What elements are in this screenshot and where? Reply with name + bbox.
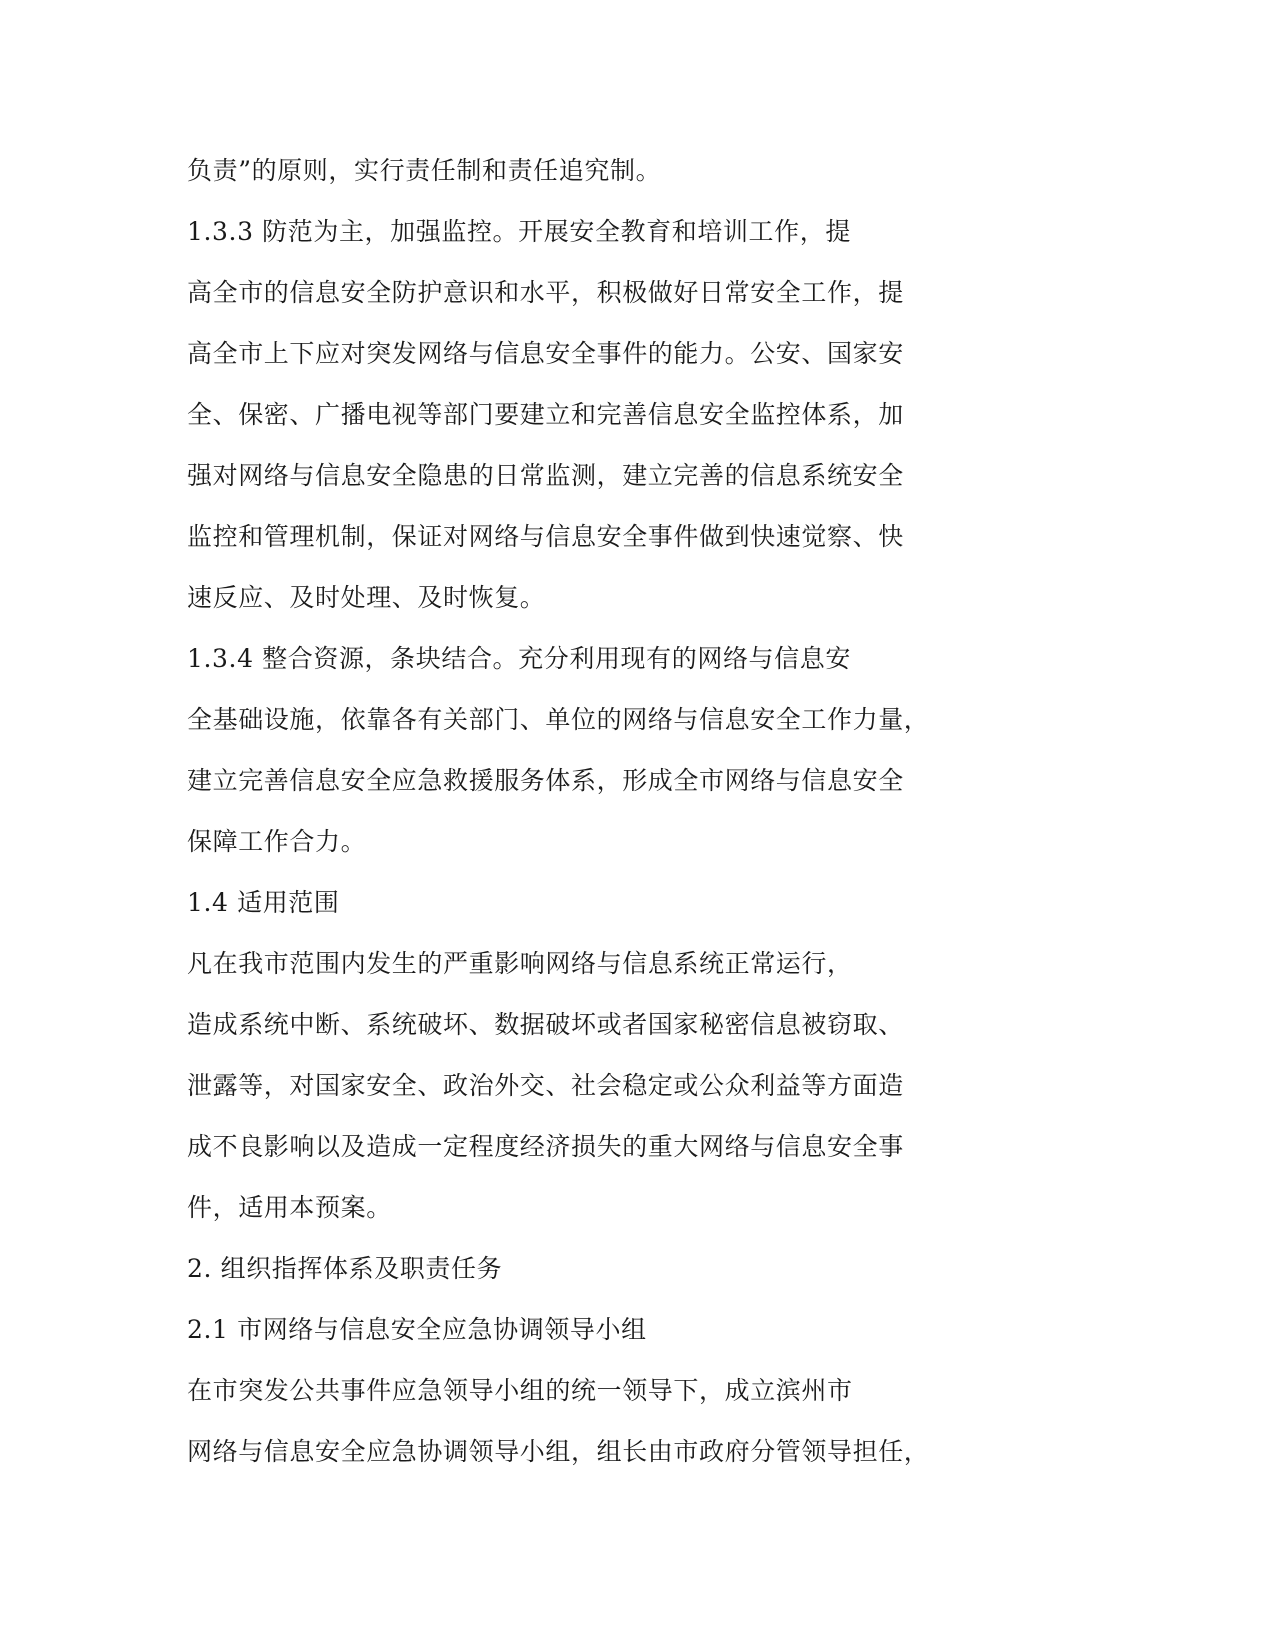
text-line: 全基础设施，依靠各有关部门、单位的网络与信息安全工作力量，: [187, 705, 930, 734]
body-text: [187, 140, 930, 1482]
text-line: 造成系统中断、系统破坏、数据破坏或者国家秘密信息被窃取、: [187, 1010, 904, 1039]
text-line: 成不良影响以及造成一定程度经济损失的重大网络与信息安全事: [187, 1132, 904, 1161]
section-heading-2: 2. 组织指挥体系及职责任务: [187, 1254, 503, 1283]
text-line: 在市突发公共事件应急领导小组的统一领导下，成立滨州市: [187, 1376, 853, 1405]
text-line: 泄露等，对国家安全、政治外交、社会稳定或公众利益等方面造: [187, 1071, 904, 1100]
text-line: 高全市上下应对突发网络与信息安全事件的能力。公安、国家安: [187, 339, 904, 368]
section-heading-1-3-4: 1.3.4 整合资源，条块结合。充分利用现有的网络与信息安: [187, 644, 851, 673]
section-heading-2-1: 2.1 市网络与信息安全应急协调领导小组: [187, 1315, 647, 1344]
text-line: 速反应、及时处理、及时恢复。: [187, 583, 546, 612]
text-line: 件，适用本预案。: [187, 1193, 392, 1222]
text-line: 负责”的原则，实行责任制和责任追究制。: [187, 156, 662, 185]
text-line: 全、保密、广播电视等部门要建立和完善信息安全监控体系，加: [187, 400, 904, 429]
text-line: 建立完善信息安全应急救援服务体系，形成全市网络与信息安全: [187, 766, 904, 795]
section-heading-1-3-3: 1.3.3 防范为主，加强监控。开展安全教育和培训工作，提: [187, 217, 851, 246]
text-line: 网络与信息安全应急协调领导小组，组长由市政府分管领导担任，: [187, 1437, 930, 1466]
text-line: 凡在我市范围内发生的严重影响网络与信息系统正常运行，: [187, 949, 853, 978]
text-line: 强对网络与信息安全隐患的日常监测，建立完善的信息系统安全: [187, 461, 904, 490]
text-line: 监控和管理机制，保证对网络与信息安全事件做到快速觉察、快: [187, 522, 904, 551]
text-line: 高全市的信息安全防护意识和水平，积极做好日常安全工作，提: [187, 278, 904, 307]
section-heading-1-4: 1.4 适用范围: [187, 888, 340, 917]
text-line: 保障工作合力。: [187, 827, 367, 856]
